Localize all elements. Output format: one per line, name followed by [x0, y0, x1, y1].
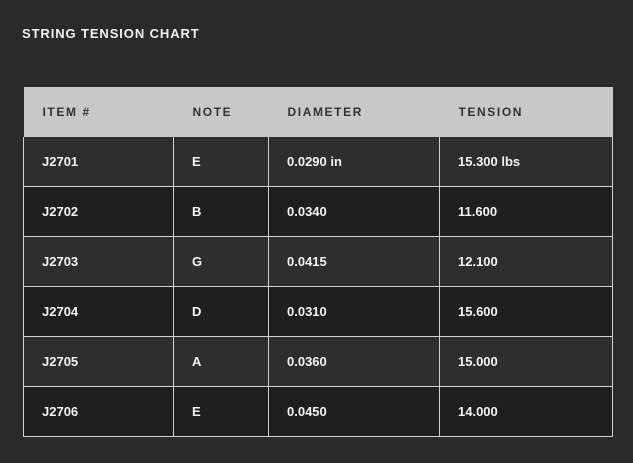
cell-item-number: J2701 [24, 137, 174, 187]
table-row [24, 137, 613, 187]
cell-item-number: J2706 [24, 387, 174, 437]
table-row [24, 387, 613, 437]
cell-diameter: 0.0310 [269, 287, 440, 337]
table-header-row [24, 87, 613, 137]
cell-item-number: J2705 [24, 337, 174, 387]
cell-diameter: 0.0340 [269, 187, 440, 237]
cell-note: E [174, 137, 269, 187]
cell-tension: 12.100 [440, 237, 613, 287]
cell-tension: 15.000 [440, 337, 613, 387]
cell-diameter: 0.0360 [269, 337, 440, 387]
header-item-number: ITEM # [24, 87, 174, 137]
cell-note: G [174, 237, 269, 287]
cell-item-number: J2702 [24, 187, 174, 237]
table-row [24, 187, 613, 237]
header-diameter: DIAMETER [269, 87, 440, 137]
table-row [24, 287, 613, 337]
cell-note: A [174, 337, 269, 387]
cell-diameter: 0.0290 in [269, 137, 440, 187]
cell-diameter: 0.0415 [269, 237, 440, 287]
cell-item-number: J2703 [24, 237, 174, 287]
cell-item-number: J2704 [24, 287, 174, 337]
table-row [24, 337, 613, 387]
cell-diameter: 0.0450 [269, 387, 440, 437]
cell-tension: 11.600 [440, 187, 613, 237]
cell-note: E [174, 387, 269, 437]
cell-tension: 14.000 [440, 387, 613, 437]
table-row [24, 237, 613, 287]
string-tension-table [23, 87, 613, 437]
page-title: STRING TENSION CHART [22, 26, 200, 41]
cell-tension: 15.300 lbs [440, 137, 613, 187]
cell-note: D [174, 287, 269, 337]
cell-note: B [174, 187, 269, 237]
header-note: NOTE [174, 87, 269, 137]
header-tension: TENSION [440, 87, 613, 137]
cell-tension: 15.600 [440, 287, 613, 337]
